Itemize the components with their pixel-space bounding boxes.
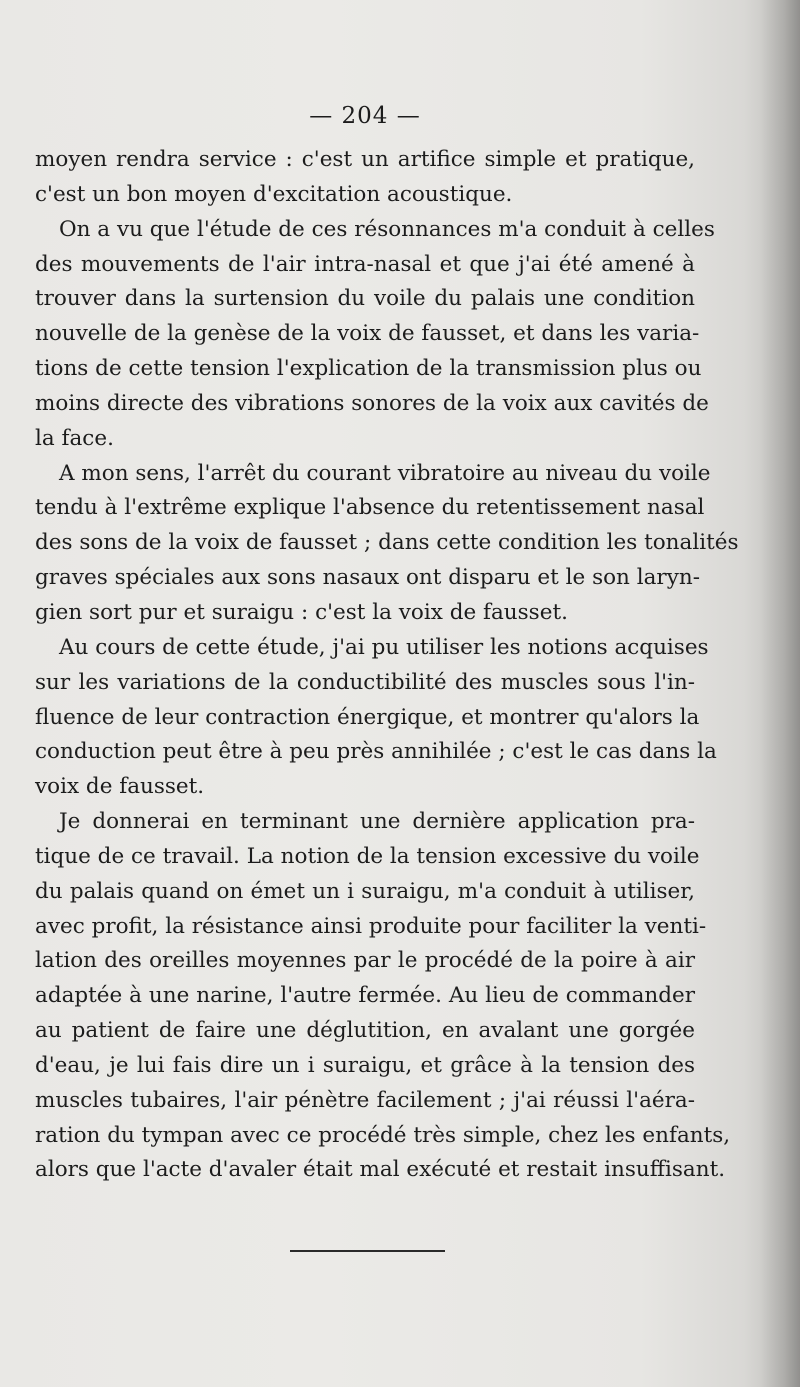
closing-rule (290, 1250, 445, 1252)
text-line: moins directe des vibrations sonores de la voix aux cavités de (35, 390, 709, 416)
text-line: trouver dans la surtension du voile du palais une condition (35, 286, 695, 312)
text-line: au patient de faire une déglutition, en avalant une gorgée (35, 1018, 695, 1044)
text-line: tique de ce travail. La notion de la tension excessive du voile (35, 843, 700, 869)
text-line: ration du tympan avec ce procédé très simple, chez les enfants, (35, 1122, 731, 1148)
page-number: — 204 — (309, 103, 421, 129)
text-line: des mouvements de l'air intra-nasal et que j'ai été amené à (35, 251, 695, 277)
text-line: Au cours de cette étude, j'ai pu utiliser les notions acquises (59, 634, 709, 660)
text-line: alors que l'acte d'avaler était mal exécuté et restait insuffisant. (35, 1157, 726, 1183)
text-line: muscles tubaires, l'air pénètre facilement ; j'ai réussi l'aéra- (35, 1087, 695, 1113)
text-line: la face. (35, 425, 114, 451)
text-line: On a vu que l'étude de ces résonnances m'a conduit à celles (59, 216, 715, 242)
text-line: fluence de leur contraction énergique, et montrer qu'alors la (35, 704, 700, 730)
text-line: du palais quand on émet un i suraigu, m'a conduit à utiliser, (35, 878, 695, 904)
text-line: tendu à l'extrême explique l'absence du retentissement nasal (35, 495, 705, 521)
text-line: des sons de la voix de fausset ; dans cette condition les tonalités (35, 530, 739, 556)
text-line: d'eau, je lui fais dire un i suraigu, et grâce à la tension des (35, 1052, 695, 1078)
text-line: tions de cette tension l'explication de la transmission plus ou (35, 356, 702, 382)
text-line: nouvelle de la genèse de la voix de fausset, et dans les varia- (35, 321, 700, 347)
text-line: lation des oreilles moyennes par le procédé de la poire à air (35, 948, 695, 974)
text-line: conduction peut être à peu près annihilée ; c'est le cas dans la (35, 739, 717, 765)
text-line: adaptée à une narine, l'autre fermée. Au lieu de commander (35, 983, 695, 1009)
text-line: A mon sens, l'arrêt du courant vibratoire au niveau du voile (59, 460, 711, 486)
body-text (35, 143, 739, 1188)
text-line: voix de fausset. (35, 774, 205, 800)
text-line: graves spéciales aux sons nasaux ont disparu et le son laryn- (35, 565, 700, 591)
page-edge-shadow (760, 0, 800, 1387)
text-line: gien sort pur et suraigu : c'est la voix de fausset. (35, 599, 568, 625)
text-line: c'est un bon moyen d'excitation acoustique. (35, 181, 513, 207)
text-line: Je donnerai en terminant une dernière application pra- (59, 809, 695, 835)
text-line: sur les variations de la conductibilité des muscles sous l'in- (35, 669, 695, 695)
text-line: avec profit, la résistance ainsi produite pour faciliter la venti- (35, 913, 707, 939)
text-line: moyen rendra service : c'est un artifice simple et pratique, (35, 147, 695, 172)
